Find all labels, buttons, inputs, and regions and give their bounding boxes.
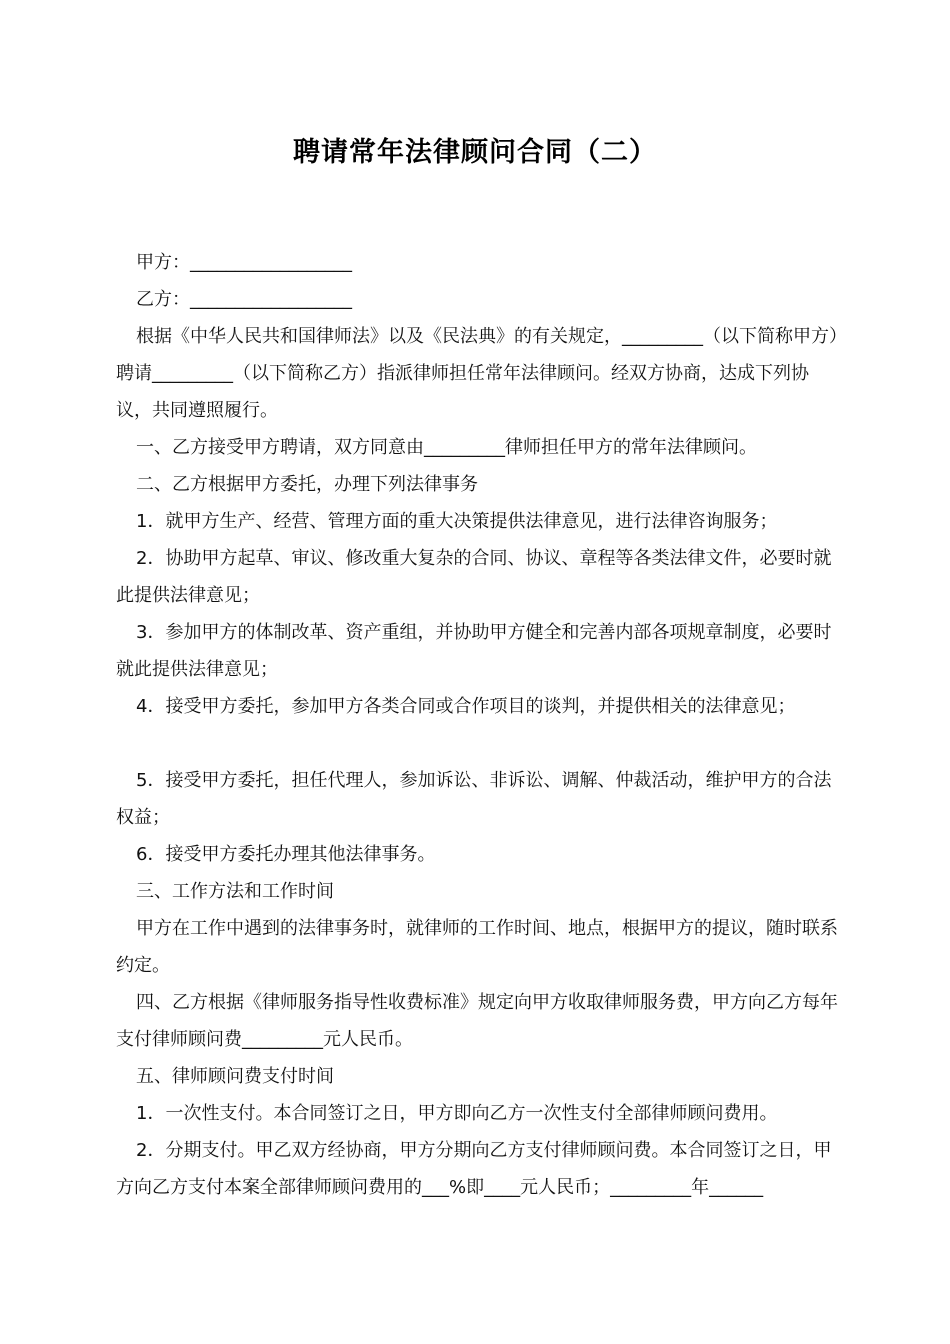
clause-5-item-2: 2．分期支付。甲乙双方经协商，甲方分期向乙方支付律师顾问费。本合同签订之日，甲方向乙方支付本案全部律师顾问费用的___%即____元人民币；_________年______ (116, 1140, 832, 1198)
clause-3-heading: 三、工作方法和工作时间 (136, 881, 334, 902)
clause-2-heading: 二、乙方根据甲方委托，办理下列法律事务 (136, 474, 478, 495)
document-body (116, 244, 838, 1206)
clause-2-item-1: 1．就甲方生产、经营、管理方面的重大决策提供法律意见，进行法律咨询服务； (136, 511, 778, 532)
clause-2-item-3: 3．参加甲方的体制改革、资产重组，并协助甲方健全和完善内部各项规章制度，必要时就此提供法律意见； (116, 622, 832, 680)
document-title: 聘请常年法律顾问合同（二） (293, 137, 657, 168)
clause-2-item-5: 5．接受甲方委托，担任代理人，参加诉讼、非诉讼、调解、仲裁活动，维护甲方的合法权益； (116, 770, 832, 828)
clause-1: 一、乙方接受甲方聘请，双方同意由_________律师担任甲方的常年法律顾问。 (136, 437, 757, 458)
party-b-line: 乙方：__________________ (136, 289, 352, 310)
clause-2-item-2: 2．协助甲方起草、审议、修改重大复杂的合同、协议、章程等各类法律文件，必要时就此提供法律意见； (116, 548, 832, 606)
clause-2-item-6: 6．接受甲方委托办理其他法律事务。 (136, 844, 436, 865)
party-a-line: 甲方：__________________ (136, 252, 352, 273)
preamble-paragraph: 根据《中华人民共和国律师法》以及《民法典》的有关规定，_________（以下简称甲方）聘请_________（以下简称乙方）指派律师担任常年法律顾问。经双方协商，达成下列协议，共同遵照履行。 (116, 326, 838, 421)
clause-3-text: 甲方在工作中遇到的法律事务时，就律师的工作时间、地点，根据甲方的提议，随时联系约定。 (116, 918, 838, 976)
clause-2-item-4: 4．接受甲方委托，参加甲方各类合同或合作项目的谈判，并提供相关的法律意见； (136, 696, 796, 717)
clause-5-item-1: 1．一次性支付。本合同签订之日，甲方即向乙方一次性支付全部律师顾问费用。 (136, 1103, 778, 1124)
clause-5-heading: 五、律师顾问费支付时间 (136, 1066, 334, 1087)
clause-4: 四、乙方根据《律师服务指导性收费标准》规定向甲方收取律师服务费，甲方向乙方每年支付律师顾问费_________元人民币。 (116, 992, 838, 1050)
